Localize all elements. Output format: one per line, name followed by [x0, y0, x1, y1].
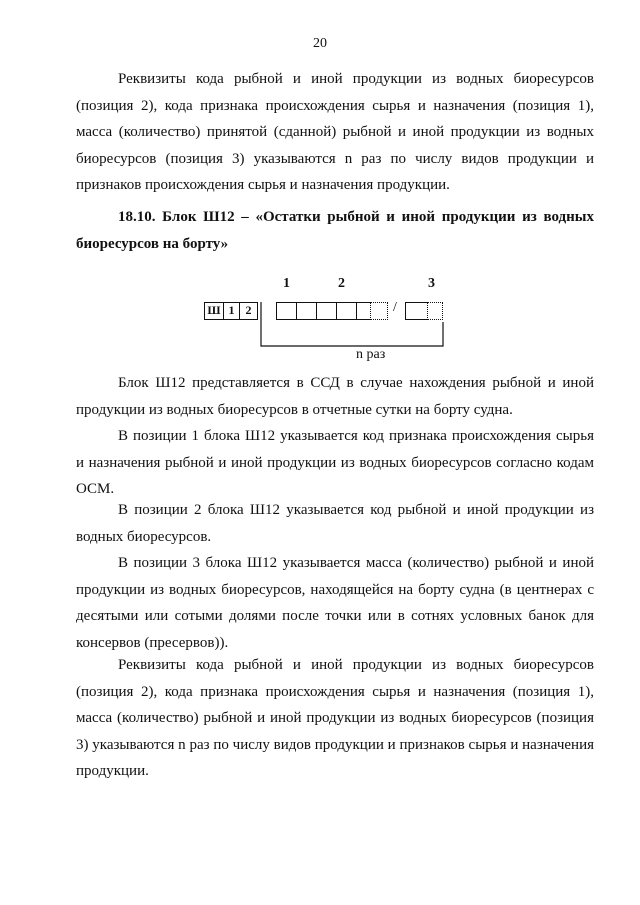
position2-digit-box: [316, 302, 337, 320]
position-label-1: 1: [283, 276, 290, 291]
position-label-2: 2: [338, 276, 345, 291]
block-cell-1: 1: [223, 302, 240, 320]
position3-digit-box-optional: [427, 302, 443, 320]
paragraph-position-3: В позиции 3 блока Ш12 указывается масса (количество) рыбной и иной продукции из водных биоресурсов, находящейся на борту судна (в центнерах с десятыми или сотыми долями после точки или в сотнях условных банок для консервов (пресервов)).: [76, 555, 594, 651]
paragraph-requisites-repeat: Реквизиты кода рыбной и иной продукции из водных биоресурсов (позиция 2), кода признака происхождения сырья и назначения (позиция 1), масса (количество) рыбной и иной продукции из водных биоресурсов (позиция 3) указываются n раз по числу видов продукции и признаков сырья и назначения продукции.: [76, 657, 594, 779]
paragraph-block-presented: Блок Ш12 представляется в ССД в случае нахождения рыбной и иной продукции из водных биоресурсов в отчетные сутки на борту судна.: [76, 375, 594, 418]
paragraph-position-2: В позиции 2 блока Ш12 указывается код рыбной и иной продукции из водных биоресурсов.: [76, 502, 594, 545]
page-number: 20: [313, 36, 327, 51]
section-heading: 18.10. Блок Ш12 – «Остатки рыбной и иной продукции из водных биоресурсов на борту»: [76, 209, 594, 252]
paragraph-position-1: В позиции 1 блока Ш12 указывается код признака происхождения сырья и назначения рыбной и иной продукции из водных биоресурсов согласно кодам ОСМ.: [76, 428, 594, 497]
position2-digit-box: [296, 302, 317, 320]
repeat-label: n раз: [356, 347, 386, 362]
position2-digit-box-optional: [370, 302, 388, 320]
position-label-3: 3: [428, 276, 435, 291]
block-cell-sh: Ш: [204, 302, 224, 320]
block-cell-2: 2: [239, 302, 258, 320]
separator-slash: /: [393, 300, 397, 315]
position2-digit-box: [336, 302, 357, 320]
position1-digit-box: [276, 302, 297, 320]
position3-digit-box: [405, 302, 428, 320]
paragraph-requisites-intro: Реквизиты кода рыбной и иной продукции из водных биоресурсов (позиция 2), кода признака происхождения сырья и назначения (позиция 1), масса (количество) принятой (сданной) рыбной и иной продукции из водных биоресурсов (позиция 3) указываются n раз по числу видов продукции и признаков происхождения сырья и назначения продукции.: [76, 71, 594, 193]
position2-digit-box: [356, 302, 371, 320]
